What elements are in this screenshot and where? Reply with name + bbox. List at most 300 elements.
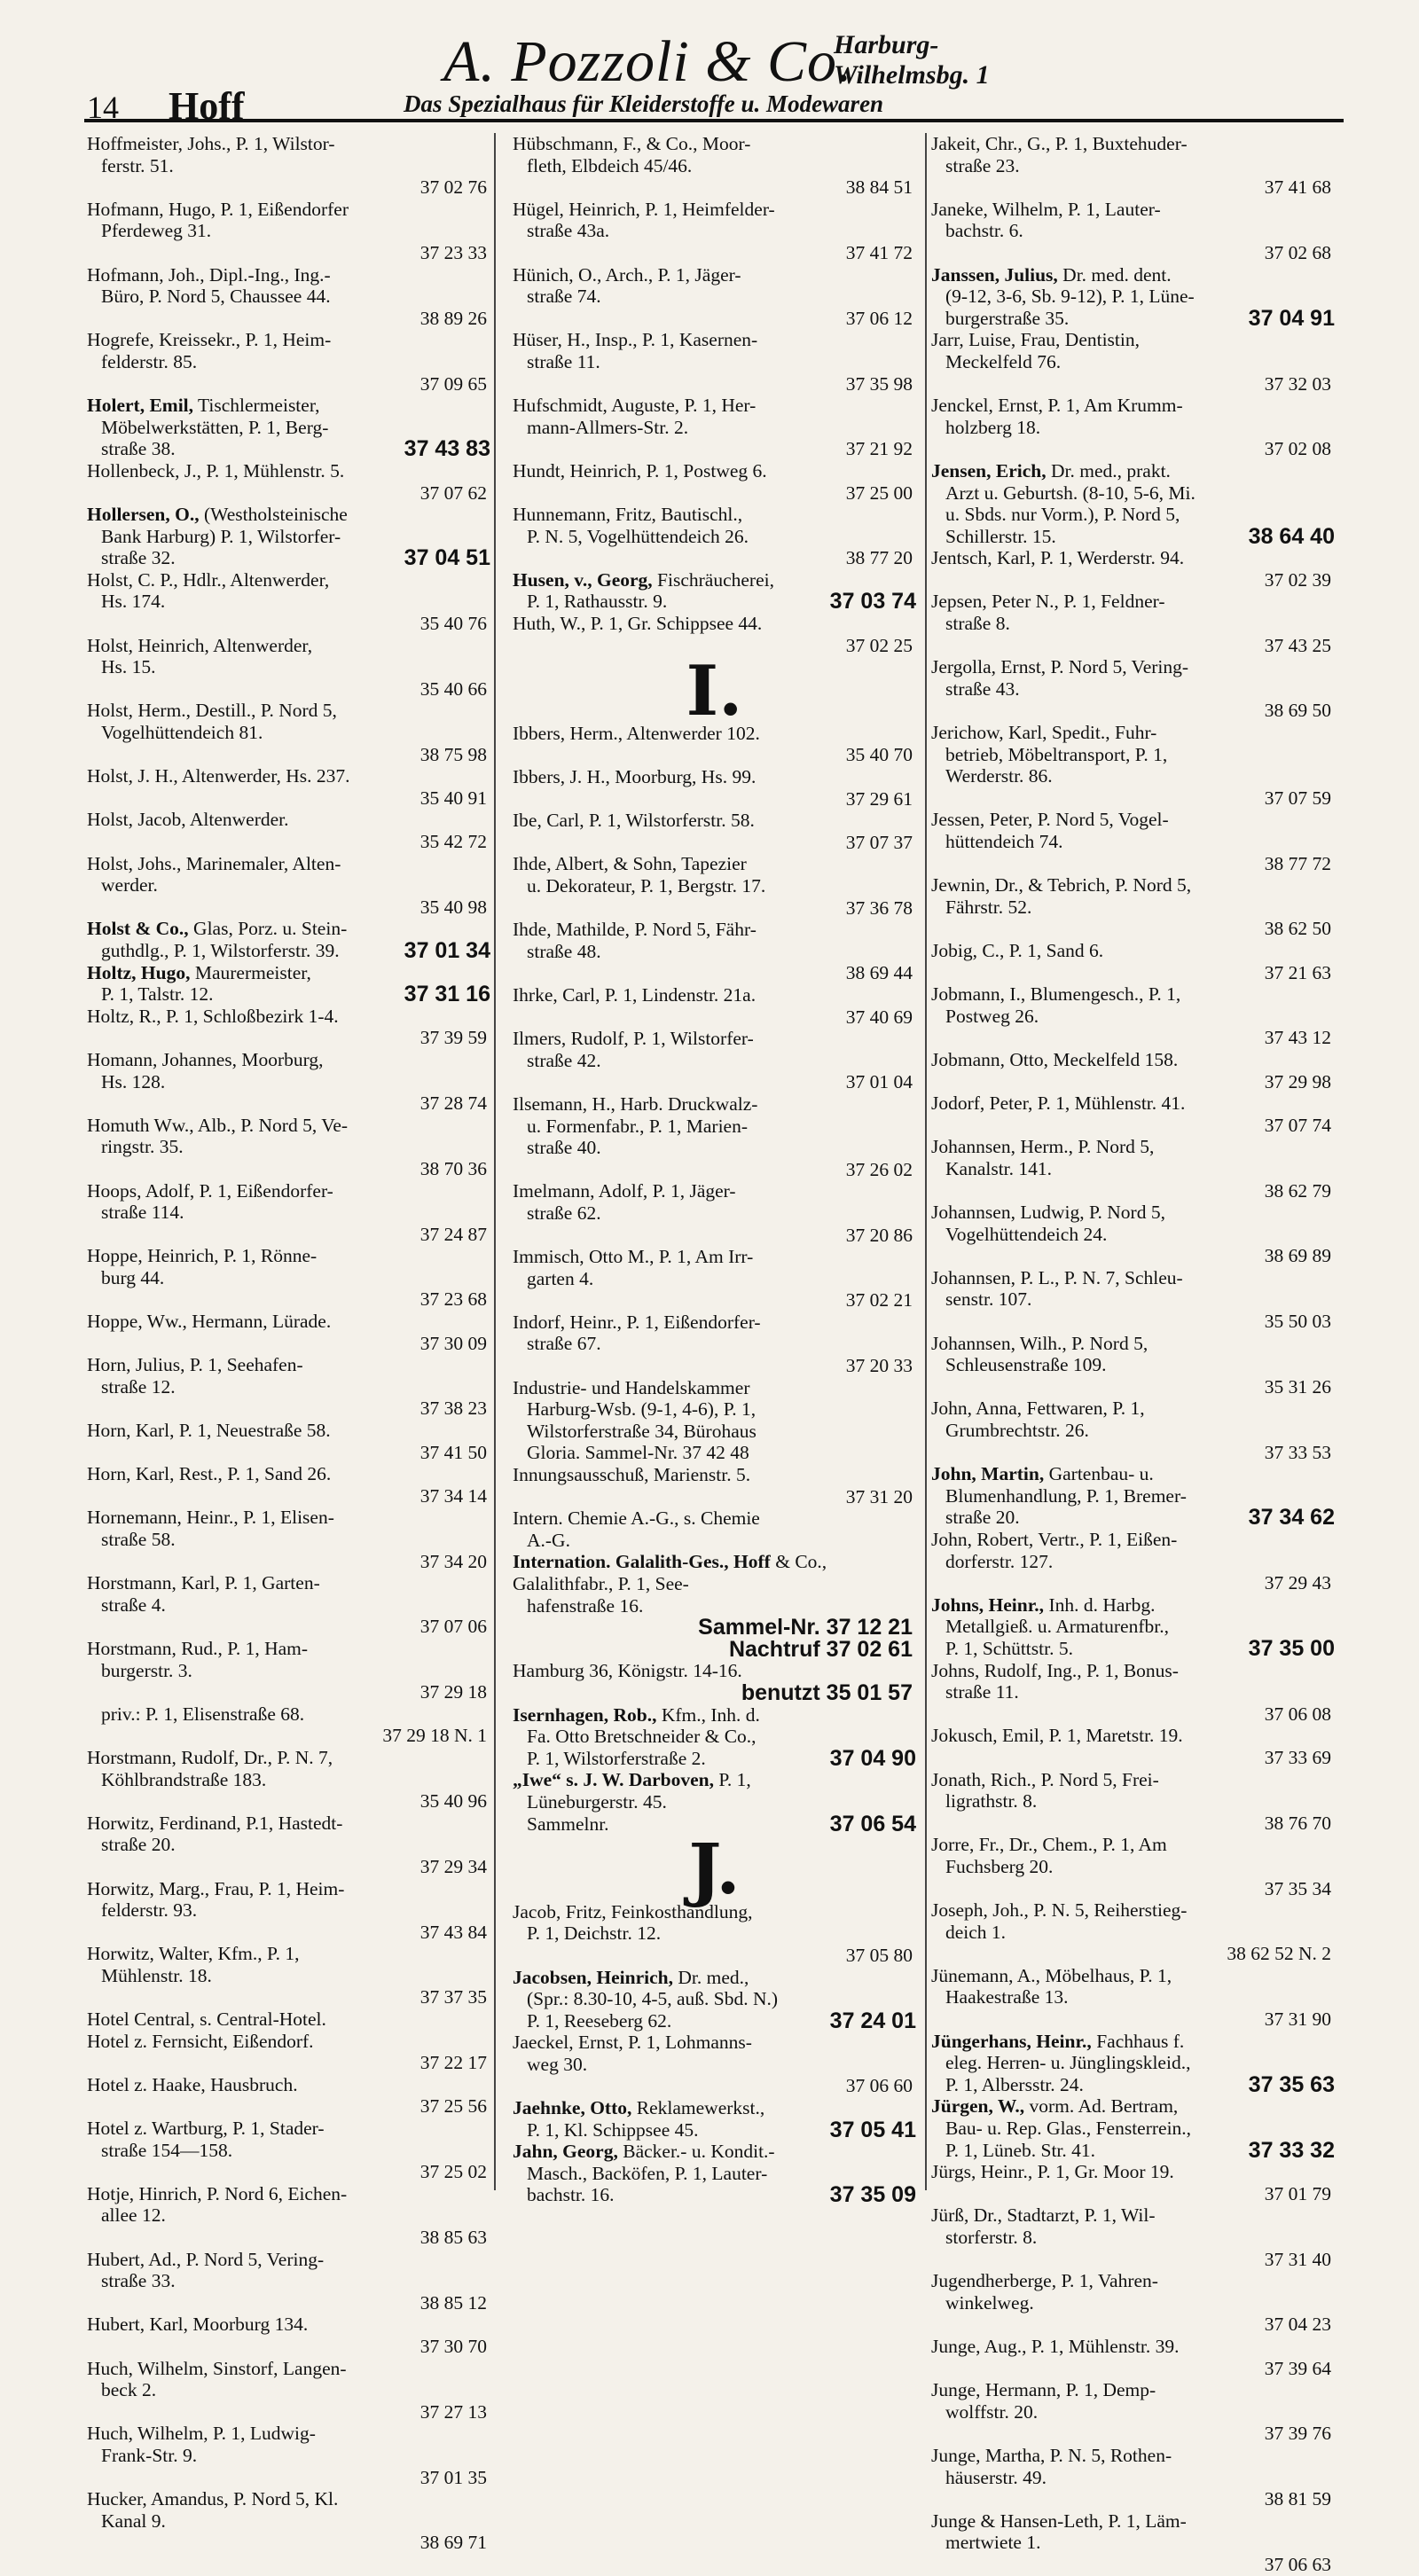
entry-text: P. 1, [718,1769,751,1791]
entry-line: mertwiete 1. [945,2532,1041,2554]
entry-line: Hotel z. Wartburg, P. 1, Stader- [87,2118,325,2140]
phone-number: 37 39 59 [419,1027,487,1049]
phone-number: 38 62 52 N. 2 [1227,1943,1331,1965]
entry-line [87,983,490,1006]
directory-entry [87,199,490,264]
phone-number: 35 40 91 [419,787,487,809]
phone-number: 37 34 14 [419,1484,487,1507]
phone-number: 37 41 50 [419,1441,487,1463]
entry-name: Husen, v., Georg, [513,568,653,591]
directory-entry [87,1115,490,1180]
directory-entry [513,766,916,810]
directory-entry [513,329,916,395]
directory-entry [931,1594,1335,1660]
entry-text: bachstr. 16. [527,2184,615,2206]
entry-line: garten 4. [527,1267,594,1289]
entry-line: Junge & Hansen-Leth, P. 1, Läm- [931,2509,1187,2532]
entry-line [931,2031,1335,2053]
entry-line: senstr. 107. [945,1288,1032,1311]
entry-text: guthdlg., P. 1, Wilstorferstr. 39. [101,939,340,961]
entry-line: Indorf, Heinr., P. 1, Eißendorfer- [513,1311,761,1333]
entry-line: Köhlbrandstraße 183. [101,1768,267,1790]
directory-entry [931,2161,1335,2204]
entry-line: Kanal 9. [101,2509,166,2532]
directory-entry [513,1769,916,1835]
entry-line [513,1967,916,1989]
entry-line: Intern. Chemie A.-G., s. Chemie [513,1507,760,1530]
entry-line: betrieb, Möbeltransport, P. 1, [945,743,1168,765]
entry-line: felderstr. 85. [101,350,198,372]
phone-number: 37 43 12 [1264,1027,1331,1049]
entry-line: Hunnemann, Fritz, Bautischl., [513,504,743,526]
phone-number: 37 09 65 [419,372,487,395]
entry-line [513,569,916,591]
entry-name: „Iwe“ s. J. W. Darboven, [513,1769,714,1791]
phone-number: 37 02 39 [1264,568,1331,591]
entry-line: felderstr. 93. [101,1899,198,1922]
entry-line: straße 62. [527,1202,601,1224]
directory-entry [931,547,1335,591]
entry-line: Hoops, Adolf, P. 1, Eißendorfer- [87,1179,333,1202]
entry-line: beck 2. [101,2379,157,2401]
entry-line: Jewnin, Dr., & Tebrich, P. Nord 5, [931,874,1192,897]
entry-line: Jürgs, Heinr., P. 1, Gr. Moor 19. [931,2161,1174,2183]
directory-entry [87,1245,490,1311]
entry-line: Fährstr. 52. [945,896,1032,918]
phone-number: 37 01 04 [845,1071,913,1093]
entry-line: Huch, Wilhelm, P. 1, Ludwig- [87,2423,316,2445]
entry-line: Haakestraße 13. [945,1986,1069,2008]
entry-line: Jobmann, I., Blumengesch., P. 1, [931,983,1181,1006]
directory-entry [513,2032,916,2097]
entry-line: Johannsen, Herm., P. Nord 5, [931,1136,1155,1158]
entry-line: Jacob, Fritz, Feinkosthandlung, [513,1900,753,1922]
phone-number: 37 02 21 [845,1289,913,1311]
phone-number: 38 75 98 [419,743,487,765]
directory-entry [87,133,490,199]
phone-number: 38 69 50 [1264,700,1331,722]
phone-number: 38 77 20 [845,547,913,569]
entry-text: (9-12, 3-6, Sb. 9-12), P. 1, Lüne- [945,286,1195,308]
phone-number: 37 06 60 [845,2075,913,2097]
entry-text: Fachhaus f. [1096,2030,1185,2052]
directory-entry [931,1834,1335,1899]
entry-text: Reklamewerkst., [636,2097,765,2119]
entry-line: werder. [101,874,158,897]
phone-number: 37 02 25 [845,634,913,656]
phone-number: 35 40 66 [419,677,487,700]
directory-entry [931,983,1335,1049]
phone-number: 37 06 54 [829,1811,916,1836]
entry-text: Lüneburgerstr. 45. [527,1790,667,1813]
entry-line [931,1507,1335,1529]
entry-line: straße 20. [101,1834,176,1856]
entry-line: straße 48. [527,940,601,962]
entry-line: A.-G. [527,1529,570,1551]
entry-line [513,1813,916,1836]
entry-line: Hollenbeck, J., P. 1, Mühlenstr. 5. [87,459,345,482]
entry-text: (Spr.: 8.30-10, 4-5, auß. Sbd. N.) [527,1988,779,2010]
entry-line: Jünemann, A., Möbelhaus, P. 1, [931,1964,1172,1986]
directory-entry [87,2249,490,2314]
entry-line: burg 44. [101,1266,165,1288]
entry-text: Bau- u. Rep. Glas., Fensterrein., [945,2118,1192,2140]
phone-number: 37 35 34 [1264,1877,1331,1899]
phone-number: 38 69 44 [845,962,913,984]
entry-line: fleth, Elbdeich 45/46. [527,154,693,176]
entry-text: Metallgieß. u. Armaturenfbr., [945,1616,1169,1638]
entry-text: Fa. Otto Bretschneider & Co., [527,1726,757,1748]
entry-line [931,504,1335,526]
entry-text: P. 1, Rathausstr. 9. [527,591,668,613]
phone-number: 38 85 12 [419,2291,487,2314]
directory-entry [87,1638,490,1747]
entry-line [87,504,490,526]
entry-text: Masch., Backöfen, P. 1, Lauter- [527,2162,768,2184]
entry-line: straße 8. [945,613,1010,635]
directory-entry [931,460,1335,547]
entry-line: Meckelfeld 76. [945,350,1062,372]
entry-line: straße 74. [527,286,601,308]
directory-entry [513,264,916,330]
entry-line [87,438,490,460]
entry-line: John, Robert, Vertr., P. 1, Eißen- [931,1529,1178,1550]
directory-entry [87,2488,490,2554]
entry-line: Huch, Wilhelm, Sinstorf, Langen- [87,2357,347,2379]
phone-number: 37 34 62 [1248,1505,1335,1531]
directory-entry [931,264,1335,330]
entry-text: Blumenhandlung, P. 1, Bremer- [945,1484,1187,1507]
phone-number: 37 02 76 [419,176,487,199]
entry-line: Horn, Karl, Rest., P. 1, Sand 26. [87,1463,332,1485]
directory-entry [513,1679,916,1705]
entry-text: P. 1, Reeseberg 62. [527,2009,672,2032]
entry-text: vorm. Ad. Bertram, [1029,2095,1179,2118]
entry-line: Hotel z. Haake, Hausbruch. [87,2073,298,2095]
directory-entry [931,329,1335,395]
entry-line: holzberg 18. [945,416,1041,438]
directory-entry [87,962,490,1006]
entry-line: Jonath, Rich., P. Nord 5, Frei- [931,1768,1159,1790]
entry-line: Hotel Central, s. Central-Hotel. [87,2008,326,2031]
entry-line: Johannsen, Wilh., P. Nord 5, [931,1332,1149,1354]
phone-number: 37 41 72 [845,241,913,263]
phone-number: 37 02 68 [1264,241,1331,263]
entry-line: Johannsen, Ludwig, P. Nord 5, [931,1202,1165,1224]
entry-line: Homuth Ww., Alb., P. Nord 5, Ve- [87,1114,349,1136]
directory-entry [87,1006,490,1049]
phone-line [513,1636,916,1662]
entry-text: Inh. d. Harbg. [1048,1593,1156,1616]
phone-number: 37 24 01 [829,2008,916,2033]
column-divider [494,133,496,2190]
phone-number: 37 29 98 [1264,1070,1331,1092]
entry-line: Johannsen, P. L., P. N. 7, Schleu- [931,1266,1183,1288]
entry-text: Sammelnr. [527,1813,609,1835]
phone-number: 37 29 34 [419,1855,487,1877]
entry-name: Hollersen, O., [87,504,200,526]
phone-number: 37 07 74 [1264,1114,1331,1136]
advertiser-tagline: Das Spezialhaus für Kleiderstoffe u. Modewaren [404,90,884,117]
entry-line [931,460,1335,482]
entry-line [931,2071,1335,2097]
entry-line: Postweg 26. [945,1005,1039,1027]
phone-number: 37 06 12 [845,307,913,329]
phone-number: 37 04 51 [404,545,490,571]
directory-entry [87,569,490,635]
entry-line [931,1635,1335,1661]
directory-entry [87,853,490,919]
section-letter-i: I. [686,651,743,732]
entry-line: Hucker, Amandus, P. Nord 5, Kl. [87,2488,339,2510]
entry-text: straße 38. [101,438,176,460]
phone-line [513,1679,916,1705]
directory-entry [87,2074,490,2118]
entry-line: Jodorf, Peter, P. 1, Mühlenstr. 41. [931,1092,1186,1115]
entry-line [513,1551,916,1594]
phone-number: 37 21 63 [1264,961,1331,983]
entry-line: Holst, J. H., Altenwerder, Hs. 237. [87,765,350,787]
directory-entry [87,2118,490,2183]
phone-number: 37 31 20 [845,1485,913,1507]
directory-entry [513,1660,916,1682]
entry-line: mann-Allmers-Str. 2. [527,416,689,438]
phone-number: 37 25 56 [419,2095,487,2118]
address-line-1: Harburg- [834,30,939,59]
directory-entry [931,133,1335,199]
phone-number: 37 23 68 [419,1288,487,1311]
phone-number: 37 04 90 [829,1745,916,1771]
directory-entry [513,1246,916,1311]
entry-name: Jaehnke, Otto, [513,2097,632,2119]
entry-line: straße 43a. [527,220,610,242]
phone-number: 37 36 78 [845,897,913,919]
entry-line [87,962,490,984]
directory-entry [931,1333,1335,1398]
phone-number: 37 03 74 [829,589,916,615]
directory-entry [931,874,1335,940]
entry-text: straße 32. [101,547,176,569]
running-head: Hoff [169,84,245,128]
entry-line: Hofmann, Hugo, P. 1, Eißendorfer [87,198,349,220]
entry-line: Hs. 128. [101,1070,166,1092]
phone-number: 35 42 72 [419,831,487,852]
entry-line: ligrathstr. 8. [945,1790,1038,1813]
entry-name: Jacobsen, Heinrich, [513,1966,673,1988]
entry-line: Kanalstr. 141. [945,1157,1053,1179]
phone-number: 37 33 69 [1264,1746,1331,1768]
phone-number: 37 31 90 [1264,2008,1331,2031]
phone-number: 37 20 33 [845,1355,913,1377]
entry-line: Innungsausschuß, Marienstr. 5. [513,1464,751,1486]
entry-line: Hotje, Hinrich, P. Nord 6, Eichen- [87,2182,348,2204]
directory-entry [513,984,916,1028]
entry-line [513,2184,916,2206]
directory-entry [931,1267,1335,1333]
entry-line [513,1726,916,1748]
entry-text: Fischräucherei, [657,568,774,591]
entry-line [87,918,490,940]
entry-line: Hübschmann, F., & Co., Moor- [513,133,751,154]
directory-entry [513,1507,916,1551]
entry-line: Hundt, Heinrich, P. 1, Postweg 6. [513,459,767,482]
entry-name: Holst & Co., [87,918,189,940]
entry-line: straße 11. [527,350,600,372]
entry-line: Hoffmeister, Johs., P. 1, Wilstor- [87,133,335,154]
entry-line: Junge, Aug., P. 1, Mühlenstr. 39. [931,2335,1180,2357]
header-rule [84,119,1344,122]
entry-line: winkelweg. [945,2291,1034,2314]
directory-entry [513,2097,916,2141]
entry-line: weg 30. [527,2053,588,2075]
directory-entry [513,1617,916,1660]
directory-entry [87,2008,490,2031]
directory-entry [513,199,916,264]
entry-line [931,2095,1335,2118]
column-1 [87,133,490,2554]
directory-entry [87,460,490,504]
entry-line: Büro, P. Nord 5, Chaussee 44. [101,286,331,308]
entry-line: Hünich, O., Arch., P. 1, Jäger- [513,263,741,286]
column-2 [513,133,916,2206]
entry-line: Imelmann, Adolf, P. 1, Jäger- [513,1180,736,1202]
entry-text: Dr. med., [678,1966,749,1988]
entry-line: Frank-Str. 9. [101,2444,198,2466]
phone-label: Sammel-Nr. [698,1615,827,1640]
entry-line [931,1463,1335,1485]
directory-entry [513,1704,916,1770]
entry-name: Jürgen, W., [931,2095,1025,2118]
entry-line: Ihrke, Carl, P. 1, Lindenstr. 21a. [513,983,757,1006]
entry-line [931,482,1335,505]
phone-number: 37 01 35 [419,2466,487,2488]
directory-entry [87,329,490,395]
entry-line: Hüser, H., Insp., P. 1, Kasernen- [513,329,758,351]
phone-number: 37 22 17 [419,2052,487,2074]
directory-entry [513,1901,916,1967]
entry-line [87,395,490,417]
entry-line [87,526,490,548]
entry-line: deich 1. [945,1921,1007,1943]
entry-line: Ihde, Mathilde, P. Nord 5, Fähr- [513,919,757,941]
directory-entry [87,2423,490,2488]
phone-number: 38 81 59 [1264,2488,1331,2510]
phone-number: 37 29 61 [845,787,913,810]
entry-line: Ibbers, Herm., Altenwerder 102. [513,722,760,744]
entry-line: Hs. 15. [101,656,156,678]
directory-entry [87,1572,490,1638]
entry-line: Hamburg 36, Königstr. 14-16. [513,1660,742,1682]
entry-text: hafenstraße 16. [527,1594,644,1617]
entry-line: Jobmann, Otto, Meckelfeld 158. [931,1048,1179,1070]
directory-entry [931,2204,1335,2270]
entry-line: straße 67. [527,1333,601,1355]
phone-number: 37 29 43 [1264,1572,1331,1594]
phone-number: 38 64 40 [1248,523,1335,549]
page-number: 14 [87,90,119,125]
phone-number: 37 35 98 [845,372,913,395]
entry-line: Hofmann, Joh., Dipl.-Ing., Ing.- [87,263,331,286]
entry-line: Jorre, Fr., Dr., Chem., P. 1, Am [931,1834,1167,1856]
entry-name: Internation. Galalith-Ges., Hoff [513,1551,771,1573]
phone-number: 35 40 70 [845,744,913,766]
entry-line: Hotel z. Fernsicht, Eißendorf. [87,2030,314,2052]
entry-line [513,1595,916,1617]
phone-number: 37 31 16 [404,982,490,1007]
directory-entry [87,1354,490,1420]
directory-entry [87,1878,490,1944]
entry-line [513,2119,916,2141]
phone-number: 38 70 36 [419,1157,487,1179]
directory-entry [931,1725,1335,1768]
advertiser-brand: A. Pozzoli & Co. [443,29,853,94]
directory-entry [931,1202,1335,1267]
entry-line: Werderstr. 86. [945,765,1053,787]
entry-line: Harburg-Wsb. (9-1, 4-6), P. 1, [527,1398,757,1421]
phone-number: 37 41 68 [1264,176,1331,199]
directory-entry [87,1507,490,1572]
directory-entry [513,1311,916,1377]
entry-line: Vogelhüttendeich 81. [101,722,263,744]
entry-line: Ibe, Carl, P. 1, Wilstorferstr. 58. [513,810,755,832]
entry-text: u. Sbds. nur Vorm.), P. Nord 5, [945,504,1180,526]
directory-entry [931,2510,1335,2576]
entry-text: Tischlermeister, [198,395,320,417]
phone-number: 37 01 79 [1264,2182,1331,2204]
entry-line [931,2118,1335,2140]
entry-name: Jensen, Erich, [931,459,1047,482]
directory-entry [931,1049,1335,1092]
phone-number: 37 35 09 [829,2182,916,2208]
directory-entry [931,1529,1335,1594]
entry-line: Mühlenstr. 18. [101,1964,212,1986]
entry-text: Arzt u. Geburtsh. (8-10, 5-6, Mi. [945,482,1196,504]
phone-number: 37 39 76 [1264,2423,1331,2445]
directory-entry [513,1967,916,2032]
entry-line: Industrie- und Handelskammer [513,1376,750,1398]
entry-line [931,264,1335,286]
directory-entry [513,395,916,460]
phone-number: 37 25 00 [845,482,913,504]
entry-line: Hubert, Karl, Moorburg 134. [87,2314,309,2336]
entry-name: Jahn, Georg, [513,2141,618,2163]
entry-line [513,2163,916,2185]
entry-line [931,286,1335,308]
phone-number: 37 28 74 [419,1092,487,1115]
directory-entry [931,2095,1335,2161]
entry-text: P. 1, Kl. Schippsee 45. [527,2118,699,2141]
phone-number: 37 31 40 [1264,2248,1331,2270]
entry-text: P. 1, Schüttstr. 5. [945,1637,1073,1659]
entry-name: Jüngerhans, Heinr., [931,2030,1092,2052]
directory-entry [87,1463,490,1507]
directory-entry [87,504,490,569]
advertiser-address [834,30,990,90]
directory-entry [87,2358,490,2423]
entry-line: Jarr, Luise, Frau, Dentistin, [931,329,1140,351]
entry-line: Horwitz, Ferdinand, P.1, Hastedt- [87,1812,343,1834]
entry-line: Vogelhüttendeich 24. [945,1223,1108,1245]
entry-text: Bank Harburg) P. 1, Wilstorfer- [101,525,341,547]
directory-entry [513,2141,916,2206]
entry-line: Hoppe, Ww., Hermann, Lürade. [87,1311,332,1333]
entry-line: Jenckel, Ernst, P. 1, Am Krumm- [931,395,1183,417]
phone-number: 37 32 03 [1264,372,1331,395]
directory-entry [513,569,916,613]
entry-line: Wilstorferstraße 34, Bürohaus [527,1420,757,1442]
directory-entry [513,1551,916,1617]
directory-entry [931,1136,1335,1202]
